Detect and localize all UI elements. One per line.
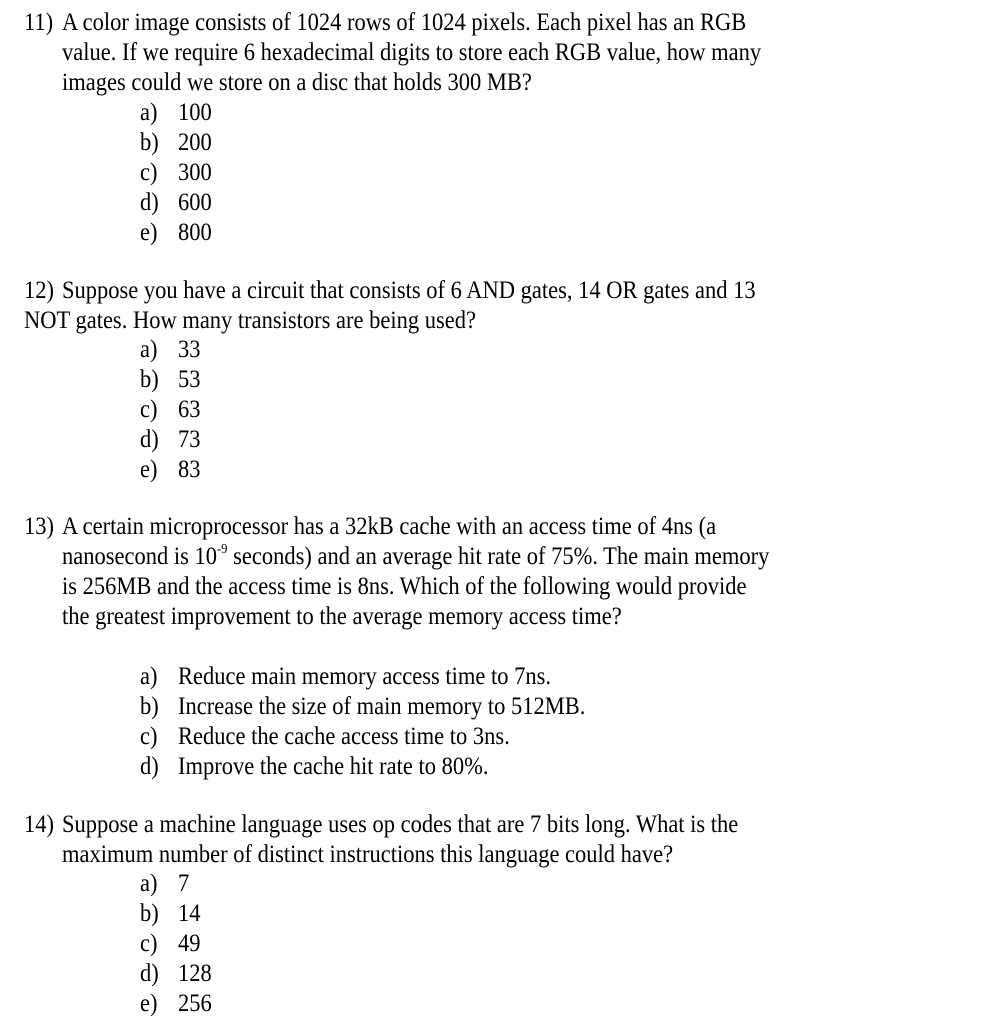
option-text: 63 <box>178 396 201 423</box>
option-letter: e) <box>140 990 158 1017</box>
option-letter: b) <box>140 900 159 927</box>
option-letter: d) <box>140 426 159 453</box>
question-text-line: maximum number of distinct instructions this language could have? <box>62 841 674 868</box>
option-letter: a) <box>140 870 158 897</box>
question-text-line-with-exponent <box>62 542 769 572</box>
question-text-line: A color image consists of 1024 rows of 1024 pixels. Each pixel has an RGB <box>62 9 747 36</box>
question-text-line: images could we store on a disc that holds 300 MB? <box>62 69 532 96</box>
option-text: 73 <box>178 426 201 453</box>
option-text: 14 <box>178 900 201 927</box>
option-text: 33 <box>178 336 201 363</box>
question-number: 11) <box>24 9 54 36</box>
exponent-base: nanosecond is 10 <box>62 543 217 570</box>
option-text: 7 <box>178 870 190 897</box>
option-text: Reduce the cache access time to 3ns. <box>178 723 510 750</box>
option-letter: c) <box>140 930 158 957</box>
option-text: 300 <box>178 159 212 186</box>
option-text: 49 <box>178 930 201 957</box>
option-text: Increase the size of main memory to 512MB. <box>178 693 586 720</box>
option-text: Reduce main memory access time to 7ns. <box>178 663 552 690</box>
option-text: 53 <box>178 366 201 393</box>
option-letter: e) <box>140 456 158 483</box>
question-number: 13) <box>24 513 54 540</box>
option-letter: d) <box>140 960 159 987</box>
option-letter: b) <box>140 366 159 393</box>
question-number: 14) <box>24 811 54 838</box>
option-text: 128 <box>178 960 212 987</box>
option-letter: c) <box>140 723 158 750</box>
option-text: 83 <box>178 456 201 483</box>
question-text-line: is 256MB and the access time is 8ns. Which of the following would provide <box>62 573 747 600</box>
option-letter: b) <box>140 129 159 156</box>
question-text-line: A certain microprocessor has a 32kB cache with an access time of 4ns (a <box>62 513 717 540</box>
option-letter: a) <box>140 663 158 690</box>
option-letter: c) <box>140 159 158 186</box>
option-text: Improve the cache hit rate to 80%. <box>178 753 489 780</box>
option-text: 100 <box>178 99 212 126</box>
option-letter: a) <box>140 336 158 363</box>
option-letter: c) <box>140 396 158 423</box>
question-text-line: the greatest improvement to the average memory access time? <box>62 603 622 630</box>
option-text: 600 <box>178 189 212 216</box>
exponent: -9 <box>216 542 228 557</box>
option-letter: b) <box>140 693 159 720</box>
option-letter: e) <box>140 219 158 246</box>
question-text-line: value. If we require 6 hexadecimal digits to store each RGB value, how many <box>62 39 762 66</box>
option-letter: d) <box>140 189 159 216</box>
question-text-line: Suppose you have a circuit that consists of 6 AND gates, 14 OR gates and 13 <box>62 277 756 304</box>
question-number: 12) <box>24 277 54 304</box>
exponent-continuation: seconds) and an average hit rate of 75%. The main memory <box>227 543 770 570</box>
option-text: 256 <box>178 990 212 1017</box>
option-text: 800 <box>178 219 212 246</box>
question-text-line: Suppose a machine language uses op codes that are 7 bits long. What is the <box>62 811 739 838</box>
option-letter: d) <box>140 753 159 780</box>
question-text-line: NOT gates. How many transistors are being used? <box>24 307 476 334</box>
option-text: 200 <box>178 129 212 156</box>
option-letter: a) <box>140 99 158 126</box>
